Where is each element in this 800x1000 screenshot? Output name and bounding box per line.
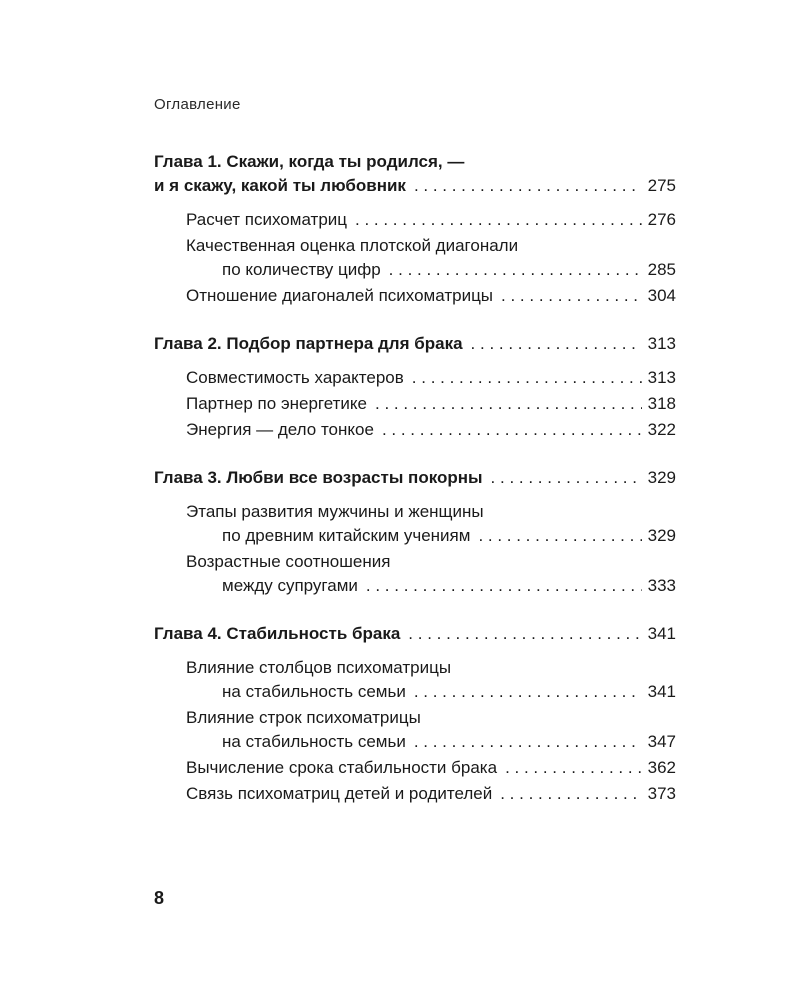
section-title-continued: на стабильность семьи	[222, 682, 406, 701]
chapter-4	[154, 622, 676, 806]
chapter-3-heading[interactable]	[154, 466, 676, 490]
chapter-3	[154, 466, 676, 598]
chapter-2-sections	[154, 366, 676, 442]
dot-leader	[471, 332, 642, 356]
chapter-title: Глава 3. Любви все возрасты покорны	[154, 468, 483, 487]
section-title: Возрастные соотношения	[186, 552, 391, 571]
dot-leader	[500, 782, 641, 806]
toc-entry[interactable]	[186, 418, 676, 442]
section-title: Совместимость характеров	[186, 368, 404, 387]
chapter-title-line2: и я скажу, какой ты любовник	[154, 176, 406, 195]
section-title-continued: на стабильность семьи	[222, 732, 406, 751]
toc-entry[interactable]	[186, 234, 676, 282]
dot-leader	[408, 622, 641, 646]
section-title: Качественная оценка плотской диагонали	[186, 236, 519, 255]
dot-leader	[491, 466, 642, 490]
chapter-page-number: 341	[647, 624, 676, 643]
toc-entry[interactable]	[186, 756, 676, 780]
section-page-number: 318	[647, 394, 676, 413]
dot-leader	[382, 418, 642, 442]
dot-leader	[414, 730, 642, 754]
section-title: Расчет психоматриц	[186, 210, 348, 229]
toc-entry[interactable]	[186, 208, 676, 232]
dot-leader	[505, 756, 642, 780]
chapter-2-heading[interactable]	[154, 332, 676, 356]
section-page-number: 362	[647, 758, 676, 777]
section-page-number: 285	[647, 260, 676, 279]
section-title-continued: по древним китайским учениям	[222, 526, 471, 545]
chapter-4-heading[interactable]	[154, 622, 676, 646]
chapter-4-sections	[154, 656, 676, 806]
toc-entry[interactable]	[186, 656, 676, 704]
chapter-2	[154, 332, 676, 442]
chapter-page-number: 313	[647, 334, 676, 353]
section-page-number: 276	[647, 210, 676, 229]
section-title: Партнер по энергетике	[186, 394, 367, 413]
dot-leader	[366, 574, 642, 598]
section-page-number: 322	[647, 420, 676, 439]
chapter-title: Глава 2. Подбор партнера для брака	[154, 334, 463, 353]
section-page-number: 313	[647, 368, 676, 387]
dot-leader	[501, 284, 642, 308]
toc-entry[interactable]	[186, 706, 676, 754]
chapter-page-number: 275	[647, 176, 676, 195]
section-title: Этапы развития мужчины и женщины	[186, 502, 484, 521]
table-of-contents	[154, 150, 676, 830]
section-title: Влияние строк психоматрицы	[186, 708, 421, 727]
chapter-title: Глава 4. Стабильность брака	[154, 624, 401, 643]
chapter-3-sections	[154, 500, 676, 598]
section-page-number: 304	[647, 286, 676, 305]
section-page-number: 333	[647, 576, 676, 595]
section-title-continued: по количеству цифр	[222, 260, 381, 279]
chapter-1-sections	[154, 208, 676, 308]
dot-leader	[412, 366, 642, 390]
toc-entry[interactable]	[186, 782, 676, 806]
section-page-number: 373	[647, 784, 676, 803]
dot-leader	[478, 524, 641, 548]
book-page	[154, 0, 676, 1000]
chapter-page-number: 329	[647, 468, 676, 487]
toc-entry[interactable]	[186, 392, 676, 416]
chapter-1-heading[interactable]	[154, 150, 676, 198]
toc-entry[interactable]	[186, 284, 676, 308]
section-page-number: 341	[647, 682, 676, 701]
section-page-number: 329	[647, 526, 676, 545]
section-title: Энергия — дело тонкое	[186, 420, 374, 439]
running-header: Оглавление	[154, 96, 241, 113]
dot-leader	[375, 392, 642, 416]
toc-entry[interactable]	[186, 500, 676, 548]
section-title: Отношение диагоналей психоматрицы	[186, 286, 494, 305]
section-title: Вычисление срока стабильности брака	[186, 758, 498, 777]
dot-leader	[414, 680, 642, 704]
chapter-1	[154, 150, 676, 308]
dot-leader	[389, 258, 642, 282]
page-number: 8	[154, 888, 165, 908]
section-title-continued: между супругами	[222, 576, 358, 595]
section-title: Связь психоматриц детей и родителей	[186, 784, 493, 803]
dot-leader	[355, 208, 642, 232]
chapter-title-line1: Глава 1. Скажи, когда ты родился, —	[154, 152, 465, 171]
section-title: Влияние столбцов психоматрицы	[186, 658, 452, 677]
toc-entry[interactable]	[186, 366, 676, 390]
dot-leader	[414, 174, 642, 198]
section-page-number: 347	[647, 732, 676, 751]
toc-entry[interactable]	[186, 550, 676, 598]
